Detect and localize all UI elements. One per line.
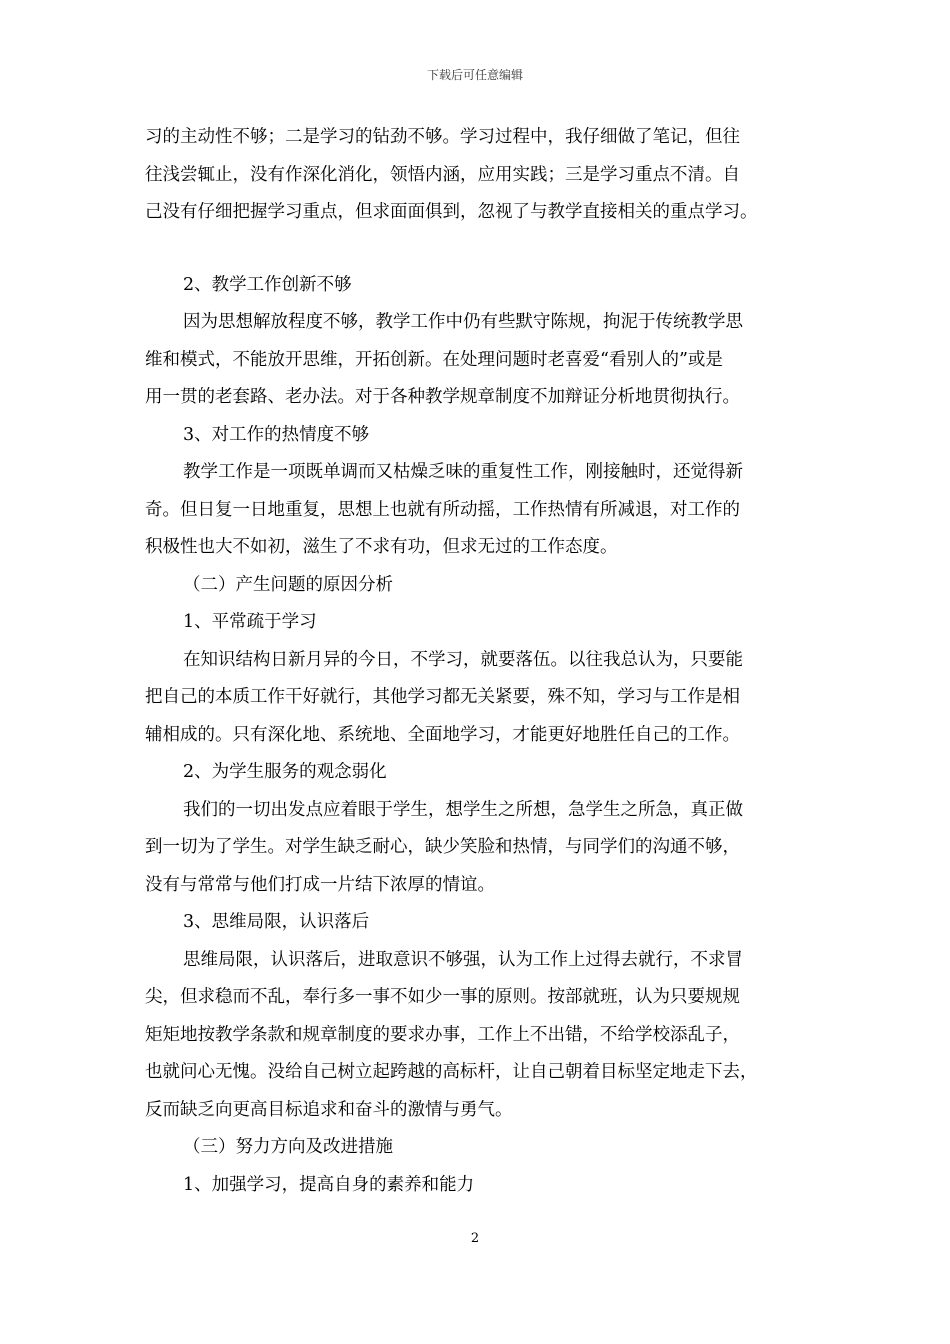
paragraph-line: 尖，但求稳而不乱，奉行多一事不如少一事的原则。按部就班，认为只要规规 — [145, 987, 740, 1007]
paragraph-line: 反而缺乏向更高目标追求和奋斗的激情与勇气。 — [145, 1099, 513, 1120]
paragraph-line: 用一贯的老套路、老办法。对于各种教学规章制度不加辩证分析地贯彻执行。 — [145, 387, 740, 407]
page-number: 2 — [470, 1231, 480, 1246]
paragraph-line: 也就问心无愧。没给自己树立起跨越的高标杆，让自己朝着目标坚定地走下去， — [145, 1062, 758, 1082]
subheading-thinking: 3、思维局限，认识落后 — [183, 912, 370, 932]
paragraph-line: 没有与常常与他们打成一片结下浓厚的情谊。 — [145, 874, 495, 895]
paragraph-line: 把自己的本质工作干好就行，其他学习都无关紧要，殊不知，学习与工作是相 — [145, 687, 740, 707]
paragraph-line: 己没有仔细把握学习重点，但求面面俱到，忽视了与教学直接相关的重点学习。 — [145, 202, 758, 222]
document-body — [145, 119, 811, 1204]
paragraph-line: 辅相成的。只有深化地、系统地、全面地学习，才能更好地胜任自己的工作。 — [145, 724, 740, 745]
paragraph-gap — [145, 232, 811, 267]
paragraph-line: 思维局限，认识落后，进取意识不够强，认为工作上过得去就行，不求冒 — [183, 949, 743, 970]
page-header: 下载后可任意编辑 — [426, 68, 523, 82]
paragraph-line: 教学工作是一项既单调而又枯燥乏味的重复性工作，刚接触时，还觉得新 — [183, 462, 743, 482]
paragraph-line: 在知识结构日新月异的今日，不学习，就要落伍。以往我总认为，只要能 — [183, 649, 743, 670]
paragraph-line: 维和模式，不能放开思维，开拓创新。在处理问题时老喜爱“看别人的”或是 — [145, 349, 723, 370]
section-heading-measures: （三）努力方向及改进措施 — [183, 1137, 393, 1157]
paragraph-line: 到一切为了学生。对学生缺乏耐心，缺少笑脸和热情，与同学们的沟通不够， — [145, 837, 740, 857]
subheading-service: 2、为学生服务的观念弱化 — [183, 762, 387, 782]
subheading-enthusiasm: 3、对工作的热情度不够 — [183, 424, 370, 445]
paragraph-line: 奇。但日复一日地重复，思想上也就有所动摇，工作热情有所减退，对工作的 — [145, 499, 740, 520]
section-heading-causes: （二）产生问题的原因分析 — [183, 574, 393, 595]
paragraph-line: 习的主动性不够；二是学习的钻劲不够。学习过程中，我仔细做了笔记，但往 — [145, 127, 740, 147]
paragraph-line: 往浅尝辄止，没有作深化消化，领悟内涵，应用实践；三是学习重点不清。自 — [145, 164, 740, 185]
subheading-study: 1、平常疏于学习 — [183, 612, 317, 632]
paragraph-line: 因为思想解放程度不够，教学工作中仍有些默守陈规，拘泥于传统教学思 — [183, 312, 743, 332]
paragraph-line: 我们的一切出发点应着眼于学生，想学生之所想，急学生之所急，真正做 — [183, 799, 743, 820]
subheading-innovation: 2、教学工作创新不够 — [183, 274, 352, 295]
paragraph-line: 积极性也大不如初，滋生了不求有功，但求无过的工作态度。 — [145, 537, 618, 557]
paragraph-line: 矩矩地按教学条款和规章制度的要求办事，工作上不出错，不给学校添乱子， — [145, 1024, 740, 1045]
subheading-strengthen: 1、加强学习，提高自身的素养和能力 — [183, 1174, 475, 1195]
